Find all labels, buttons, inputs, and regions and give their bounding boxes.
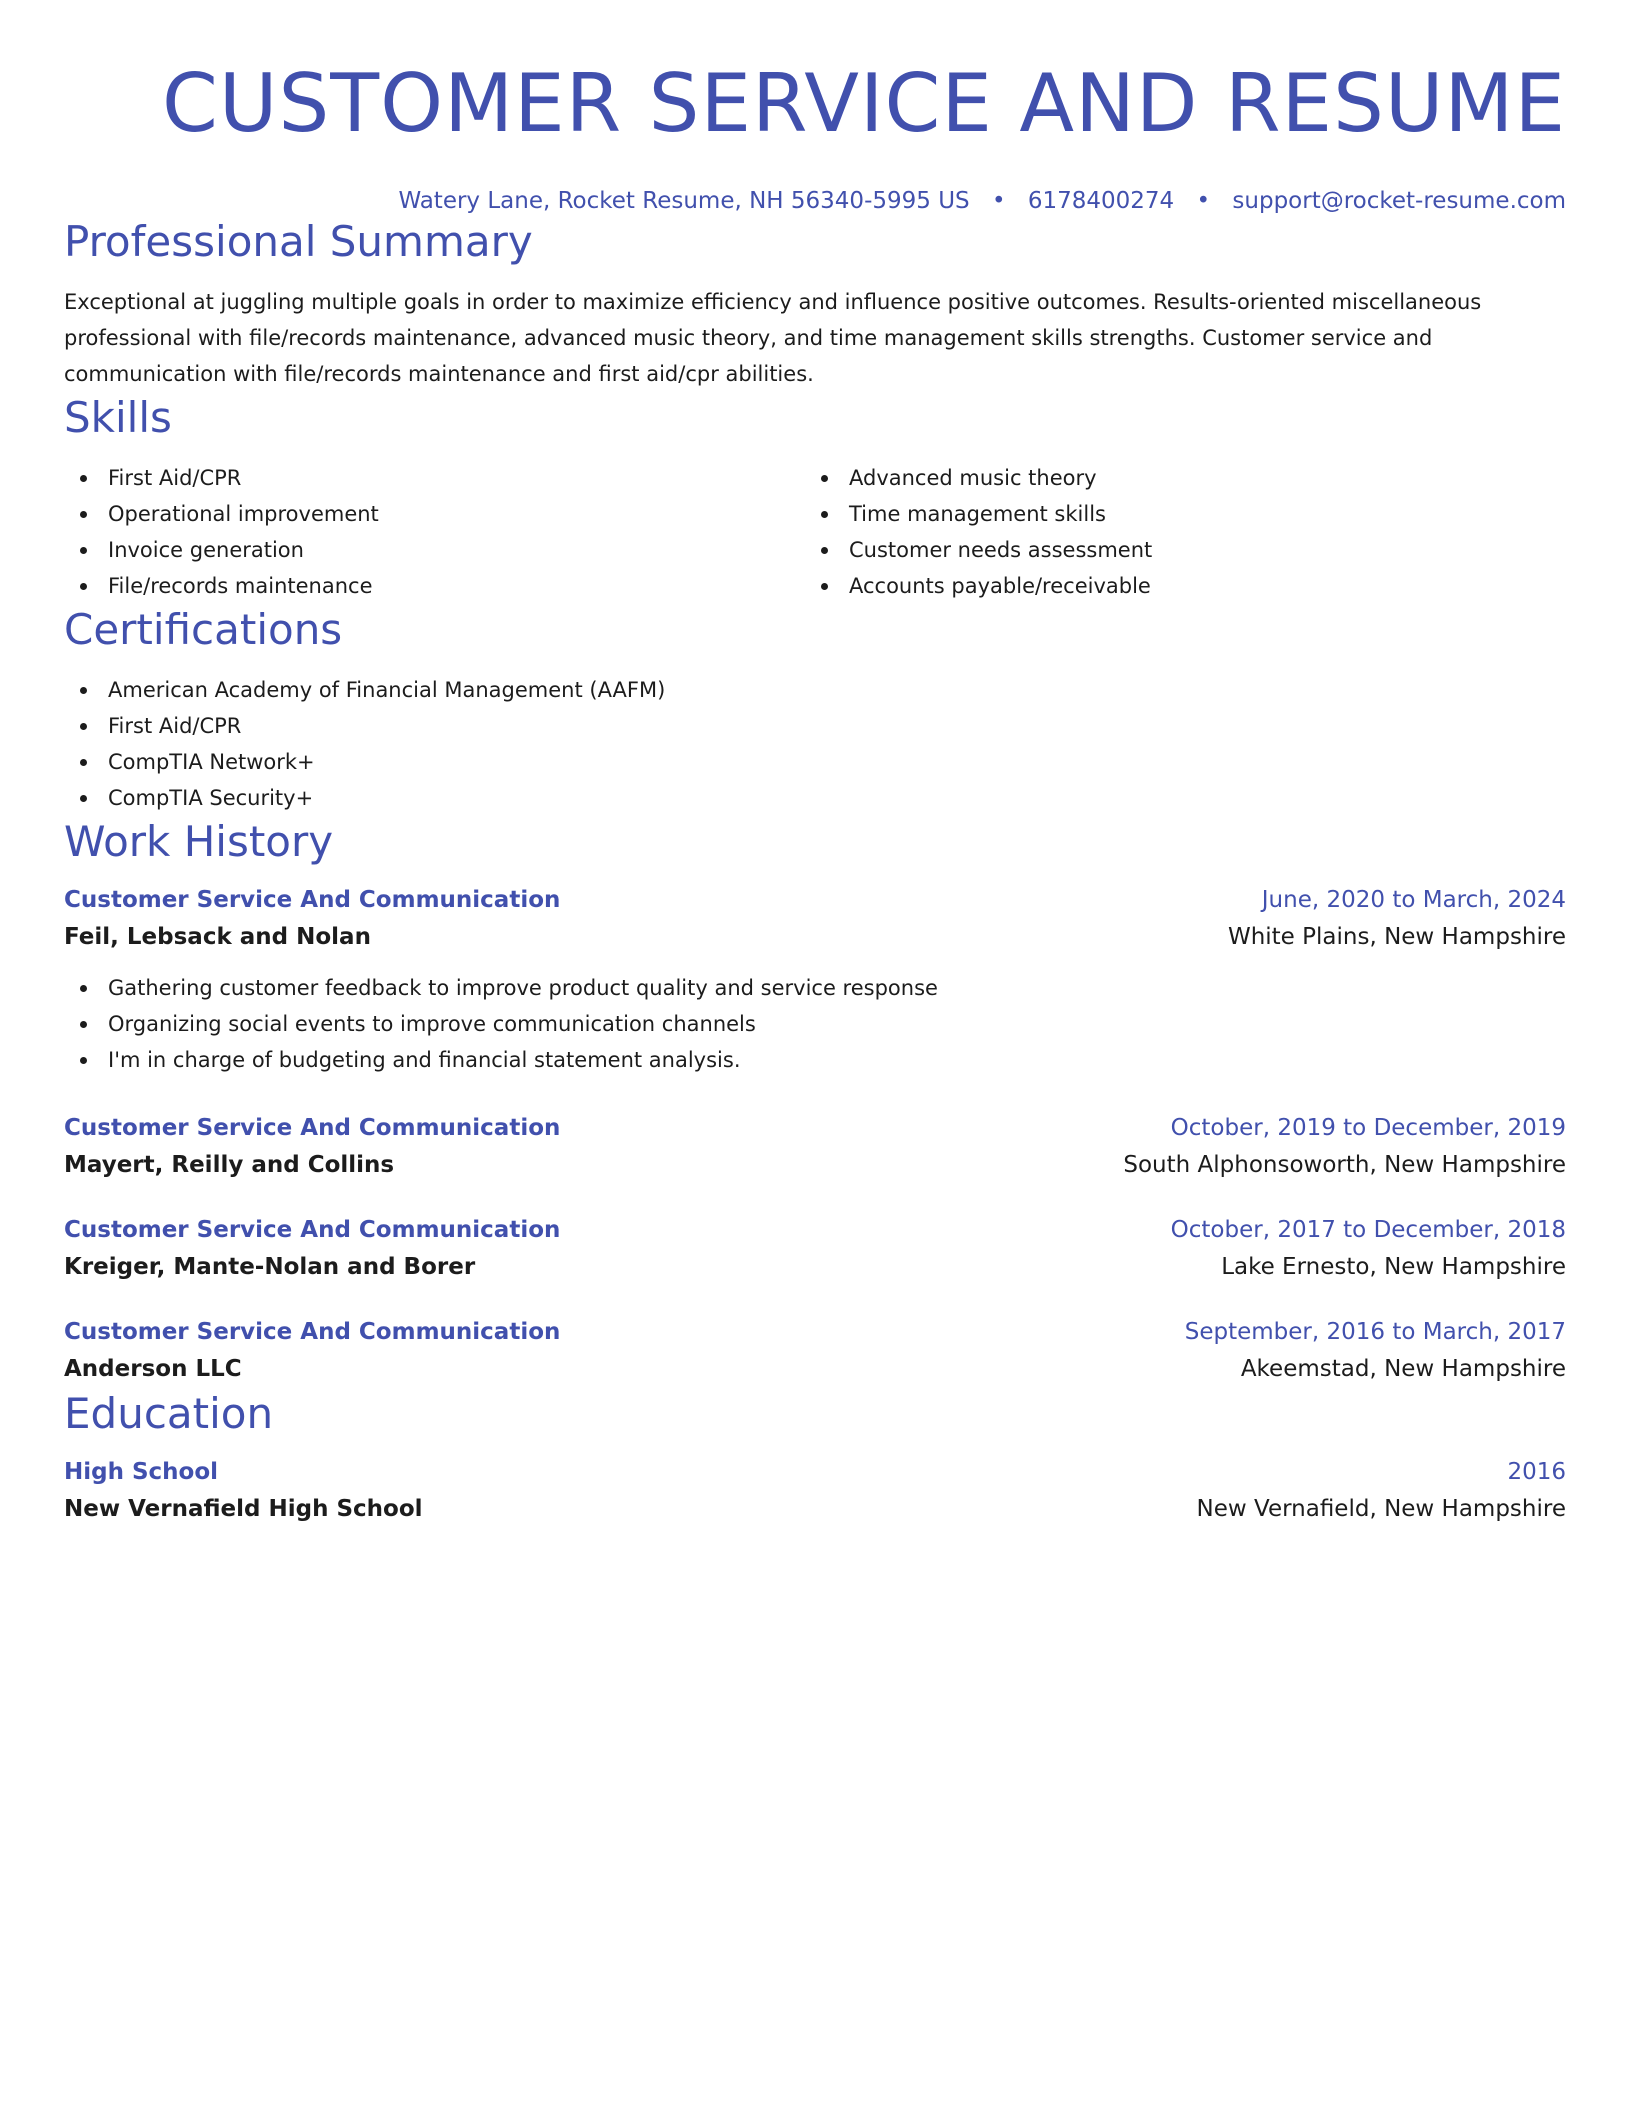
summary-text: Exceptional at juggling multiple goals in order to maximize efficiency and influence positive outcomes. Results-oriented miscellaneous professional with file/records maintenance, advanced music theory, and time management skills strengths. Customer service and communication with file/records maintenance and first aid/cpr abilities. bbox=[64, 290, 1482, 386]
skill-item: Accounts payable/receivable bbox=[805, 568, 1546, 604]
skills-column-right bbox=[805, 460, 1546, 604]
contact-separator: • bbox=[1196, 188, 1211, 214]
job-dates: June, 2020 to March, 2024 bbox=[1261, 887, 1566, 913]
job-title: Customer Service And Communication bbox=[64, 1115, 561, 1141]
skill-item: Operational improvement bbox=[64, 496, 805, 532]
skills-column-left bbox=[64, 460, 805, 604]
job-responsibilities bbox=[64, 970, 1566, 1078]
contact-separator: • bbox=[991, 188, 1006, 214]
certifications-heading: Certifications bbox=[64, 605, 343, 654]
responsibility-item: Gathering customer feedback to improve product quality and service response bbox=[64, 970, 1566, 1006]
education-entry bbox=[64, 1454, 1566, 1528]
company-name: Feil, Lebsack and Nolan bbox=[64, 924, 371, 950]
certification-item: American Academy of Financial Management (AAFM) bbox=[64, 672, 1566, 708]
graduation-year: 2016 bbox=[1507, 1459, 1566, 1485]
certification-item: First Aid/CPR bbox=[64, 708, 1566, 744]
skill-item: Time management skills bbox=[805, 496, 1546, 532]
degree: High School bbox=[64, 1459, 219, 1485]
work-entry bbox=[64, 1314, 1566, 1388]
responsibility-item: I'm in charge of budgeting and financial statement analysis. bbox=[64, 1042, 1566, 1078]
job-title: Customer Service And Communication bbox=[64, 1319, 561, 1345]
skill-item: File/records maintenance bbox=[64, 568, 805, 604]
contact-address: Watery Lane, Rocket Resume, NH 56340-5995 US bbox=[398, 188, 970, 214]
job-location: Akeemstad, New Hampshire bbox=[1240, 1356, 1566, 1382]
responsibility-item: Organizing social events to improve communication channels bbox=[64, 1006, 1566, 1042]
skill-item: Invoice generation bbox=[64, 532, 805, 568]
work-entry bbox=[64, 1110, 1566, 1184]
company-name: Anderson LLC bbox=[64, 1356, 242, 1382]
job-dates: September, 2016 to March, 2017 bbox=[1184, 1319, 1566, 1345]
company-name: Kreiger, Mante-Nolan and Borer bbox=[64, 1254, 476, 1280]
resume-page bbox=[64, 0, 1566, 1528]
company-name: Mayert, Reilly and Collins bbox=[64, 1152, 395, 1178]
skill-item: First Aid/CPR bbox=[64, 460, 805, 496]
education-heading: Education bbox=[64, 1389, 274, 1438]
job-title: Customer Service And Communication bbox=[64, 887, 561, 913]
job-location: South Alphonsoworth, New Hampshire bbox=[1123, 1152, 1566, 1178]
job-location: White Plains, New Hampshire bbox=[1227, 924, 1566, 950]
job-title: Customer Service And Communication bbox=[64, 1217, 561, 1243]
certifications-list bbox=[64, 672, 1566, 816]
resume-name: CUSTOMER SERVICE AND RESUME bbox=[162, 57, 1566, 150]
work-entry bbox=[64, 882, 1566, 1078]
school-location: New Vernafield, New Hampshire bbox=[1196, 1496, 1566, 1522]
certification-item: CompTIA Network+ bbox=[64, 744, 1566, 780]
skill-item: Customer needs assessment bbox=[805, 532, 1546, 568]
contact-email: support@rocket-resume.com bbox=[1232, 188, 1566, 214]
contact-line bbox=[64, 186, 1566, 216]
school-name: New Vernafield High School bbox=[64, 1496, 423, 1522]
work-entry bbox=[64, 1212, 1566, 1286]
contact-phone: 6178400274 bbox=[1027, 188, 1175, 214]
skills-heading: Skills bbox=[64, 393, 172, 442]
certification-item: CompTIA Security+ bbox=[64, 780, 1566, 816]
job-dates: October, 2019 to December, 2019 bbox=[1170, 1115, 1566, 1141]
job-location: Lake Ernesto, New Hampshire bbox=[1221, 1254, 1566, 1280]
work-history-heading: Work History bbox=[64, 817, 334, 866]
skill-item: Advanced music theory bbox=[805, 460, 1546, 496]
summary-heading: Professional Summary bbox=[64, 217, 533, 266]
skills-list bbox=[64, 460, 1566, 604]
job-dates: October, 2017 to December, 2018 bbox=[1170, 1217, 1566, 1243]
